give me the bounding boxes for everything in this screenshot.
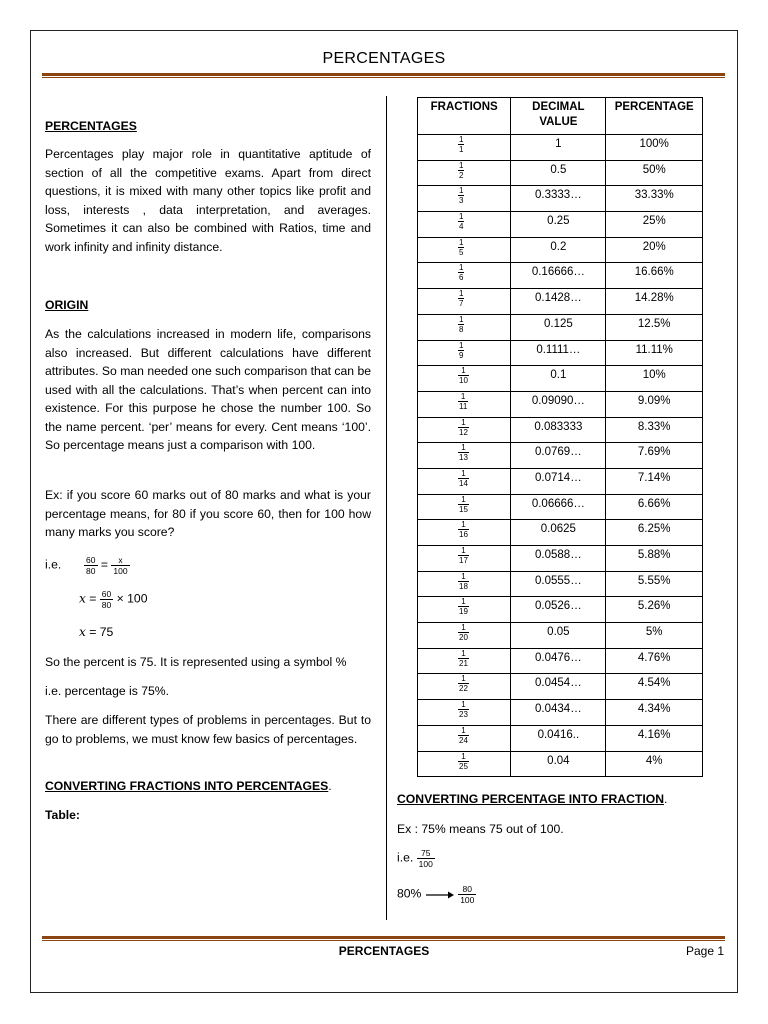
table-body xyxy=(418,135,703,777)
table-row xyxy=(418,135,703,161)
header-rule xyxy=(42,73,725,78)
percentage-cell: 20% xyxy=(606,237,703,263)
fraction-cell xyxy=(418,751,511,777)
fraction: $\frac{1}{3}$ xyxy=(459,186,464,206)
fraction-cell xyxy=(418,237,511,263)
page-title: PERCENTAGES xyxy=(322,50,446,67)
fraction: $\frac{1}{2}$ xyxy=(459,160,464,180)
fraction-cell xyxy=(418,417,511,443)
fraction-60-80-b: $\frac{60}{80}$ xyxy=(101,589,112,610)
fraction-cell xyxy=(418,443,511,469)
table-row xyxy=(418,468,703,494)
decimal-cell: 0.0625 xyxy=(511,520,606,546)
decimal-cell: 0.09090… xyxy=(511,391,606,417)
fraction: $\frac{1}{19}$ xyxy=(459,597,468,617)
fraction: $\frac{1}{25}$ xyxy=(459,751,468,771)
decimal-cell: 0.2 xyxy=(511,237,606,263)
percentage-cell: 7.69% xyxy=(606,443,703,469)
table-row xyxy=(418,725,703,751)
table-row xyxy=(418,520,703,546)
fraction-cell xyxy=(418,648,511,674)
table-row xyxy=(418,212,703,238)
table-row xyxy=(418,494,703,520)
percentage-cell: 4.76% xyxy=(606,648,703,674)
right-arrow-example: 80% $\frac{80}{100}$ xyxy=(397,884,475,905)
fraction: $\frac{1}{11}$ xyxy=(459,391,468,411)
decimal-cell: 0.125 xyxy=(511,314,606,340)
percentage-cell: 100% xyxy=(606,135,703,161)
percentage-cell: 7.14% xyxy=(606,468,703,494)
table-row xyxy=(418,160,703,186)
table-row xyxy=(418,314,703,340)
fraction-cell xyxy=(418,700,511,726)
table-row xyxy=(418,289,703,315)
decimal-cell: 0.0416.. xyxy=(511,725,606,751)
fraction: $\frac{1}{16}$ xyxy=(459,520,468,540)
result-line-1: So the percent is 75. It is represented using a symbol % xyxy=(45,655,347,669)
fraction: $\frac{1}{4}$ xyxy=(459,212,464,232)
right-ie: i.e. $\frac{75}{100}$ xyxy=(397,848,433,869)
fraction: $\frac{1}{24}$ xyxy=(459,725,468,745)
table-row xyxy=(418,186,703,212)
decimal-cell: 0.0526… xyxy=(511,597,606,623)
percentage-cell: 9.09% xyxy=(606,391,703,417)
percentage-cell: 5.88% xyxy=(606,546,703,572)
example-paragraph: Ex: if you score 60 marks out of 80 marks and what is your percentage means, for 80 if you score 60, then for 100 how many marks you score? xyxy=(45,488,371,539)
fractions-table xyxy=(417,97,703,777)
percentage-cell: 12.5% xyxy=(606,314,703,340)
decimal-cell: 0.3333… xyxy=(511,186,606,212)
decimal-cell: 0.5 xyxy=(511,160,606,186)
fraction: $\frac{1}{9}$ xyxy=(459,340,464,360)
percentage-cell: 5.26% xyxy=(606,597,703,623)
header-decimal: DECIMAL VALUE xyxy=(511,98,606,135)
footer-rule xyxy=(42,936,725,941)
percentage-cell: 16.66% xyxy=(606,263,703,289)
fraction-60-80: $\frac{60}{80}$ xyxy=(86,555,96,576)
fraction-cell xyxy=(418,623,511,649)
equation-2: x = $\frac{60}{80}$ × 100 xyxy=(79,589,148,610)
percentage-cell: 4.34% xyxy=(606,700,703,726)
fraction: $\frac{1}{1}$ xyxy=(459,135,464,154)
percentage-cell: 5% xyxy=(606,623,703,649)
origin-paragraph: As the calculations increased in modern life, comparisons also increased. But different calculations have different attributes. So man needed one such comparison that can be used with all the calculations. That’s when percent can into existence. For this purpose he chose the number 100. So the name percent. ‘per’ means for every. Cent means ‘100’. So percentage means just a comparison with 100. xyxy=(45,327,371,452)
fraction: $\frac{1}{15}$ xyxy=(459,494,468,514)
decimal-cell: 0.1428… xyxy=(511,289,606,315)
fraction: $\frac{1}{10}$ xyxy=(459,366,468,386)
fraction: $\frac{1}{14}$ xyxy=(459,468,468,488)
column-divider xyxy=(386,96,387,920)
table-row xyxy=(418,263,703,289)
fraction-cell xyxy=(418,546,511,572)
fraction-cell xyxy=(418,520,511,546)
percentage-cell: 33.33% xyxy=(606,186,703,212)
table-header-row xyxy=(418,98,703,135)
percentage-cell: 5.55% xyxy=(606,571,703,597)
fraction-cell xyxy=(418,366,511,392)
table-row xyxy=(418,391,703,417)
fraction-80-100: $\frac{80}{100}$ xyxy=(460,884,475,905)
decimal-cell: 0.0434… xyxy=(511,700,606,726)
fraction-cell xyxy=(418,314,511,340)
decimal-cell: 0.25 xyxy=(511,212,606,238)
converting-percentage-heading: CONVERTING PERCENTAGE INTO FRACTION. xyxy=(397,792,668,806)
fraction-cell xyxy=(418,391,511,417)
fraction-cell xyxy=(418,468,511,494)
decimal-cell: 0.0769… xyxy=(511,443,606,469)
ie-label: i.e. xyxy=(45,557,62,572)
table-row xyxy=(418,366,703,392)
fraction: $\frac{1}{8}$ xyxy=(459,314,464,334)
header-fractions: FRACTIONS xyxy=(418,98,511,135)
decimal-cell: 0.0454… xyxy=(511,674,606,700)
fraction: $\frac{1}{20}$ xyxy=(459,623,468,643)
decimal-cell: 0.16666… xyxy=(511,263,606,289)
fraction-x-100: $\frac{x}{100}$ xyxy=(113,555,128,576)
decimal-cell: 0.1 xyxy=(511,366,606,392)
table-row xyxy=(418,546,703,572)
fraction-cell xyxy=(418,263,511,289)
table-row xyxy=(418,340,703,366)
percentage-cell: 6.66% xyxy=(606,494,703,520)
percentage-cell: 4.54% xyxy=(606,674,703,700)
section-heading-origin: ORIGIN xyxy=(45,298,89,312)
percentage-cell: 50% xyxy=(606,160,703,186)
table-row xyxy=(418,597,703,623)
table-row xyxy=(418,648,703,674)
decimal-cell: 0.0588… xyxy=(511,546,606,572)
fraction: $\frac{1}{21}$ xyxy=(459,648,468,668)
table-row xyxy=(418,443,703,469)
page-number: Page 1 xyxy=(686,944,725,958)
decimal-cell: 0.04 xyxy=(511,751,606,777)
fraction: $\frac{1}{18}$ xyxy=(459,571,468,591)
decimal-cell: 0.083333 xyxy=(511,417,606,443)
equation-3: x = 75 xyxy=(79,625,114,639)
fraction-cell xyxy=(418,135,511,161)
fraction-cell xyxy=(418,597,511,623)
percentage-cell: 6.25% xyxy=(606,520,703,546)
percentage-cell: 14.28% xyxy=(606,289,703,315)
fraction-cell xyxy=(418,186,511,212)
fraction: $\frac{1}{17}$ xyxy=(459,546,468,565)
fraction-cell xyxy=(418,725,511,751)
percentage-cell: 4% xyxy=(606,751,703,777)
fraction-cell xyxy=(418,160,511,186)
fraction-75-100: $\frac{75}{100}$ xyxy=(418,848,433,869)
decimal-cell: 0.0476… xyxy=(511,648,606,674)
decimal-cell: 1 xyxy=(511,135,606,161)
percentage-cell: 4.16% xyxy=(606,725,703,751)
fraction-cell xyxy=(418,340,511,366)
fraction-cell xyxy=(418,571,511,597)
fraction-cell xyxy=(418,289,511,315)
percentage-cell: 8.33% xyxy=(606,417,703,443)
table-row xyxy=(418,751,703,777)
converting-fractions-heading: CONVERTING FRACTIONS INTO PERCENTAGES. xyxy=(45,779,332,793)
table-row xyxy=(418,700,703,726)
footer-title: PERCENTAGES xyxy=(338,944,430,958)
decimal-cell: 0.0714… xyxy=(511,468,606,494)
fraction-cell xyxy=(418,494,511,520)
percentage-cell: 11.11% xyxy=(606,340,703,366)
fraction-cell xyxy=(418,212,511,238)
fraction-cell xyxy=(418,674,511,700)
decimal-cell: 0.1111… xyxy=(511,340,606,366)
table-row xyxy=(418,571,703,597)
fraction: $\frac{1}{22}$ xyxy=(459,674,468,694)
percentage-cell: 10% xyxy=(606,366,703,392)
decimal-cell: 0.06666… xyxy=(511,494,606,520)
table-label: Table: xyxy=(45,808,80,822)
percentage-cell: 25% xyxy=(606,212,703,238)
table-row xyxy=(418,623,703,649)
table-row xyxy=(418,674,703,700)
section-heading-percentages: PERCENTAGES xyxy=(45,119,137,133)
equation-1: i.e. $\frac{60}{80}$ = $\frac{x}{100}$ xyxy=(45,555,128,576)
table-row xyxy=(418,417,703,443)
result-paragraph: There are different types of problems in percentages. But to go to problems, we must know few basics of percentages. xyxy=(45,713,371,746)
fraction: $\frac{1}{13}$ xyxy=(459,443,468,463)
result-line-2: i.e. percentage is 75%. xyxy=(45,684,169,698)
table-row xyxy=(418,237,703,263)
decimal-cell: 0.0555… xyxy=(511,571,606,597)
fraction: $\frac{1}{23}$ xyxy=(459,700,468,720)
fraction: $\frac{1}{6}$ xyxy=(459,263,464,283)
header-percentage: PERCENTAGE xyxy=(606,98,703,135)
right-example: Ex : 75% means 75 out of 100. xyxy=(397,822,564,836)
fraction: $\frac{1}{7}$ xyxy=(459,289,464,309)
fraction: $\frac{1}{5}$ xyxy=(459,237,464,257)
decimal-cell: 0.05 xyxy=(511,623,606,649)
percentages-paragraph: Percentages play major role in quantitative aptitude of section of all the competitive exams. Apart from direct questions, it is mixed with many other topics like profit and loss, interests , data interpretation, and averages. Sometimes it can also be combined with Ratios, time and work infinity and infinity distance. xyxy=(45,147,371,254)
arrow-right-icon xyxy=(425,890,455,900)
fraction: $\frac{1}{12}$ xyxy=(459,417,468,437)
